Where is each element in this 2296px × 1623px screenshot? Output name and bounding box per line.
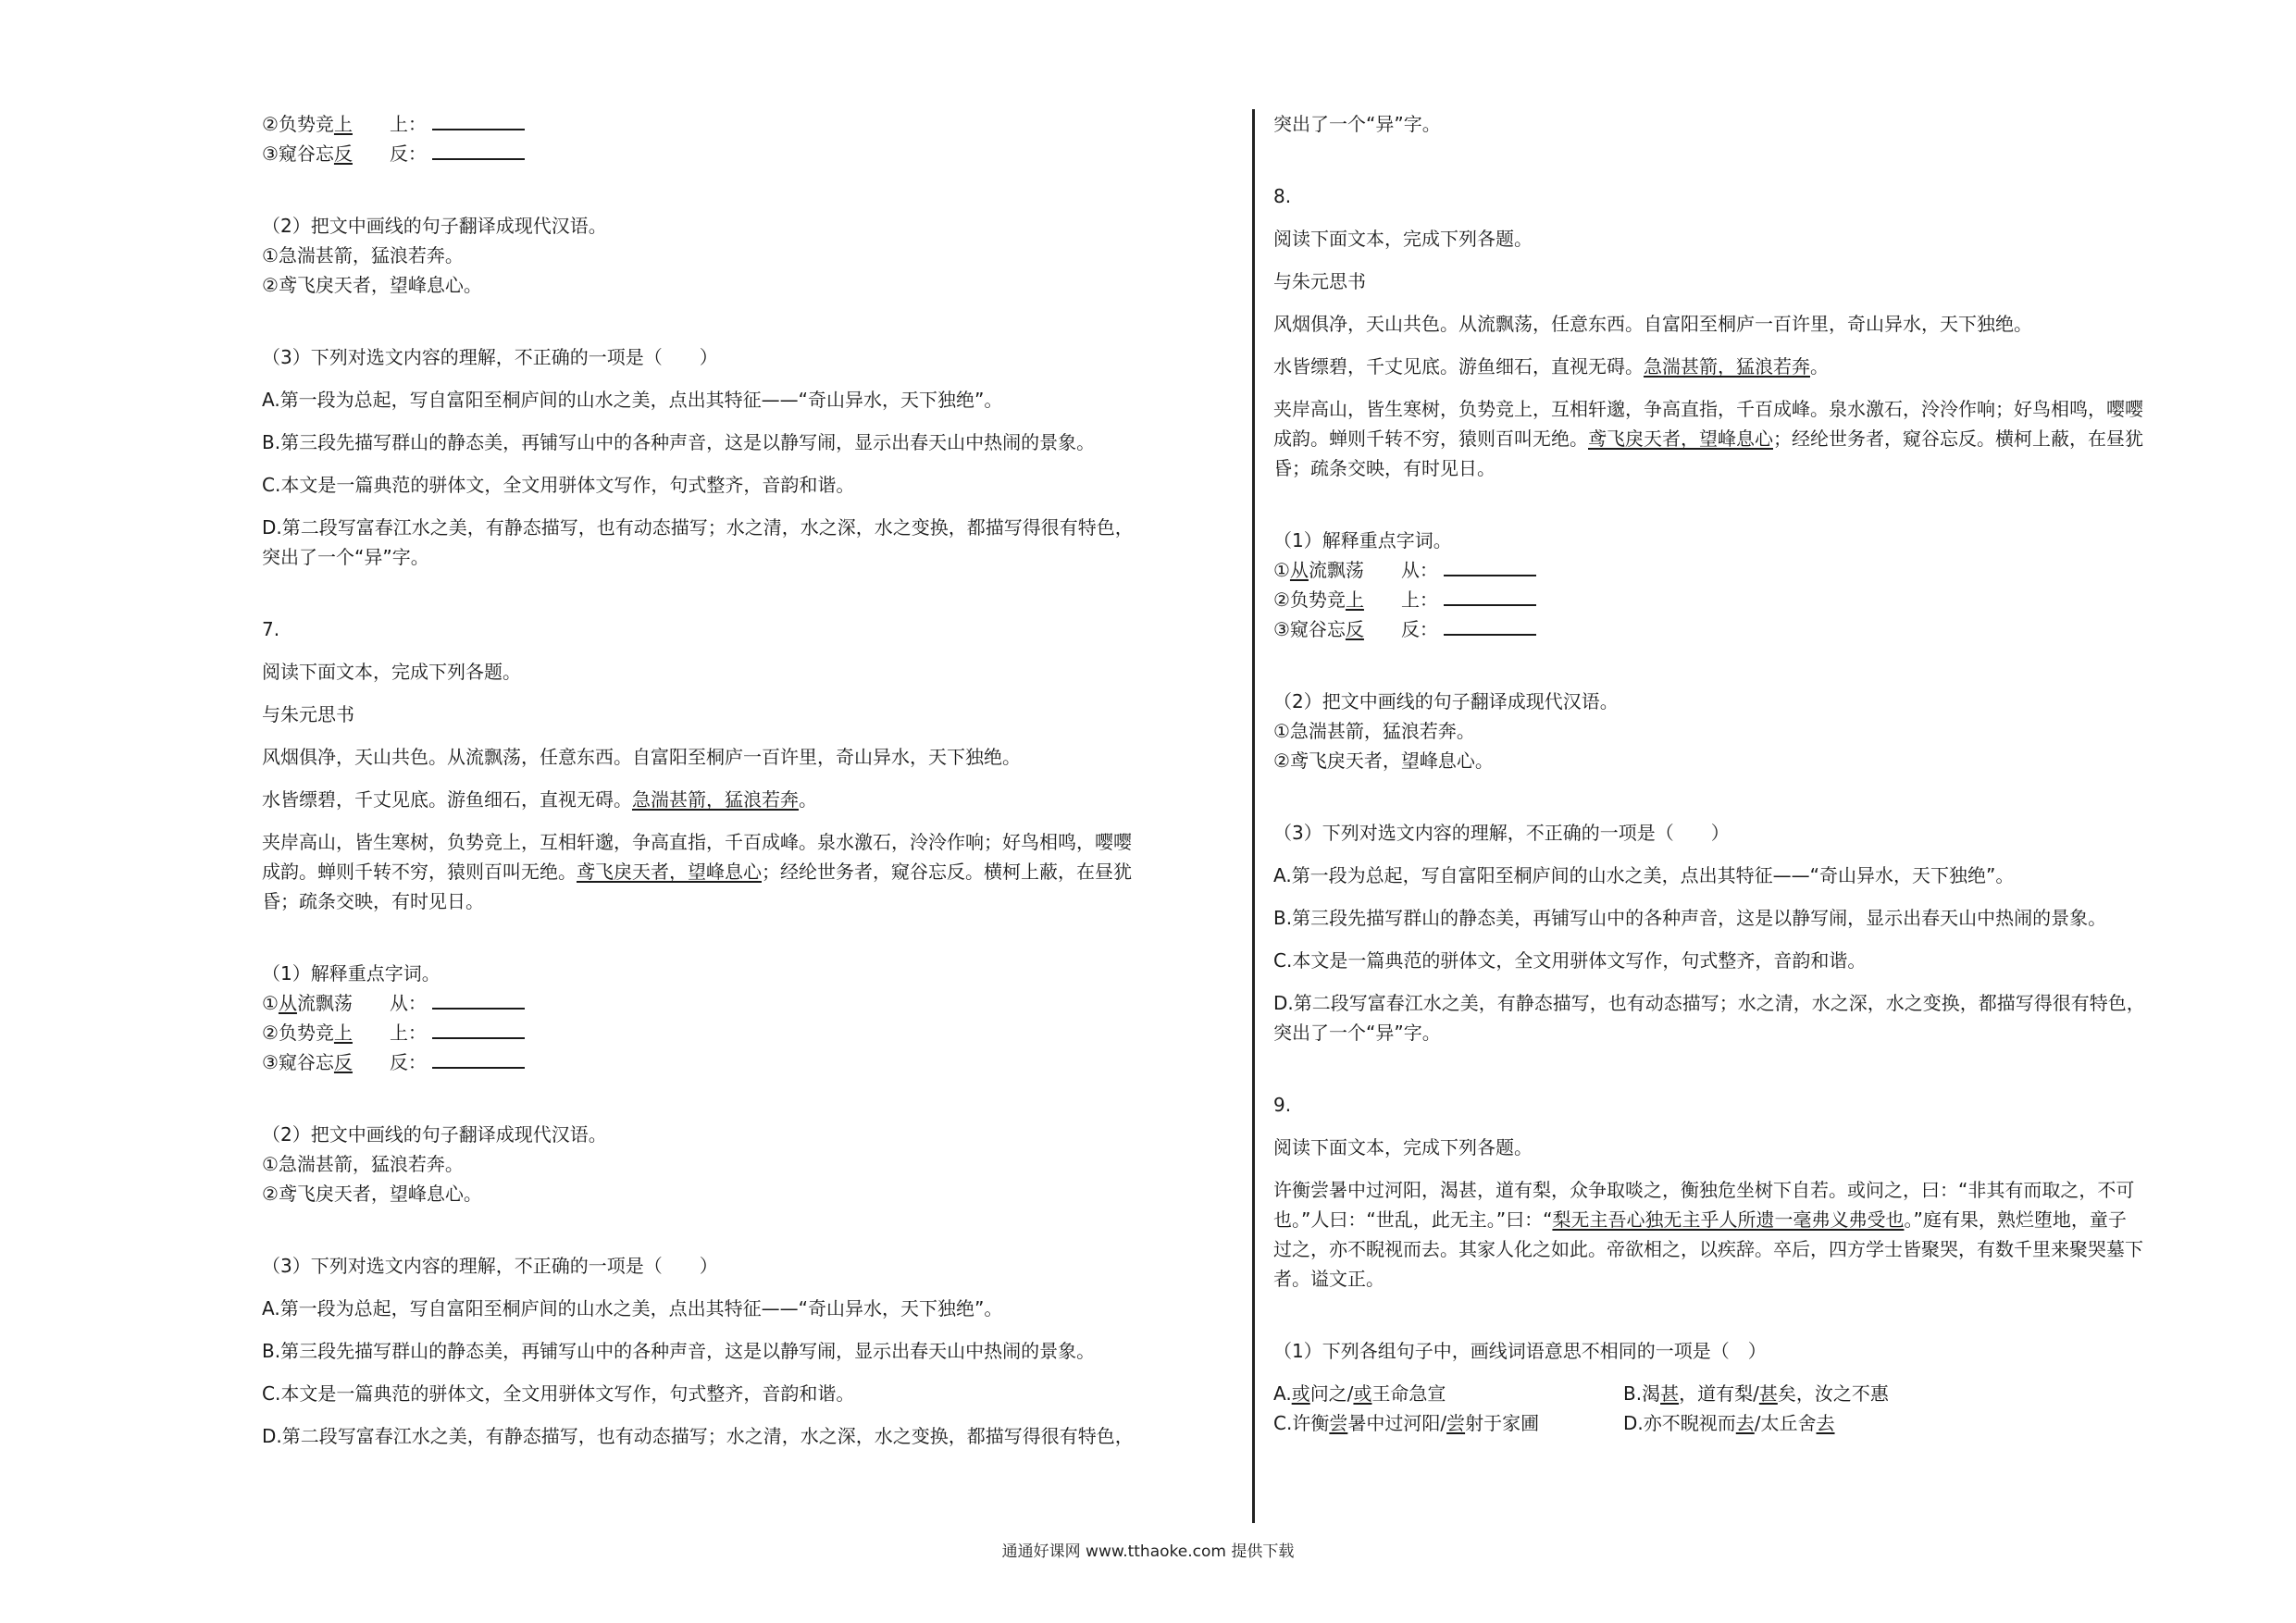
left-column — [262, 109, 1234, 1451]
passage-paragraph: 夹岸高山，皆生寒树，负势竞上，互相轩邈，争高直指，千百成峰。泉水激石，泠泠作响；好鸟相鸣，嘤嘤 — [1273, 398, 2143, 420]
passage-paragraph: 夹岸高山，皆生寒树，负势竞上，互相轩邈，争高直指，千百成峰。泉水激石，泠泠作响；好鸟相鸣，嘤嘤 — [262, 831, 1132, 853]
option-d-cont: 突出了一个“异”字。 — [1273, 113, 1441, 135]
answer-blank[interactable] — [1444, 588, 1536, 606]
passage-paragraph: 风烟俱净，天山共色。从流飘荡，任意东西。自富阳至桐庐一百许里，奇山异水，天下独绝。 — [262, 746, 1021, 768]
passage-paragraph: 许衡尝暑中过河阳，渴甚，道有梨，众争取啖之，衡独危坐树下自若。或问之，曰：“非其有而取之，不可 — [1273, 1179, 2135, 1201]
right-column — [1273, 109, 2254, 1438]
answer-blank[interactable] — [1444, 617, 1536, 636]
question-intro: 阅读下面文本，完成下列各题。 — [1273, 1136, 1533, 1158]
sentence-item: ②鸢飞戾天者，望峰息心。 — [262, 1183, 482, 1205]
option-row — [1273, 1379, 2254, 1408]
answer-blank[interactable] — [432, 1050, 525, 1069]
vocab-item: ②负势竞上 上： — [262, 1018, 1234, 1047]
question-title: （2）把文中画线的句子翻译成现代汉语。 — [262, 215, 607, 237]
passage-paragraph-cont: 昏；疏条交映，有时见日。 — [1273, 457, 1496, 479]
answer-blank[interactable] — [432, 142, 525, 160]
question-title: （3）下列对选文内容的理解，不正确的一项是（ ） — [1273, 822, 1730, 844]
vocab-item: ②负势竞上 上： — [262, 109, 1234, 139]
passage-paragraph-cont: 成韵。蝉则千转不穷，猿则百叫无绝。鸢飞戾天者，望峰息心；经纶世务者，窥谷忘反。横柯上蔽，在昼犹 — [262, 861, 1132, 883]
option-d: D.第二段写富春江水之美，有静态描写，也有动态描写；水之清，水之深，水之变换，都描写得很有特色， — [1273, 992, 2145, 1014]
passage-paragraph: 水皆缥碧，千丈见底。游鱼细石，直视无碍。急湍甚箭，猛浪若奔。 — [262, 788, 817, 811]
answer-blank[interactable] — [432, 112, 525, 130]
answer-blank[interactable] — [432, 1021, 525, 1039]
question-title: （3）下列对选文内容的理解，不正确的一项是（ ） — [262, 1255, 718, 1277]
question-number: 7. — [262, 618, 280, 640]
question-number: 8. — [1273, 185, 1292, 207]
passage-paragraph-cont: 昏；疏条交映，有时见日。 — [262, 890, 484, 912]
option-d-cont: 突出了一个“异”字。 — [262, 546, 429, 568]
passage-title: 与朱元思书 — [262, 703, 354, 725]
option-d-cont: 突出了一个“异”字。 — [1273, 1022, 1441, 1044]
option-row — [1273, 1408, 2254, 1438]
vocab-item: ③窥谷忘反 反： — [262, 139, 1234, 168]
option-b: B.第三段先描写群山的静态美，再铺写山中的各种声音，这是以静写闹，显示出春天山中热闹的景象。 — [1273, 907, 2107, 929]
option-c: C.本文是一篇典范的骈体文，全文用骈体文写作，句式整齐，音韵和谐。 — [1273, 949, 1867, 972]
option-c: C.本文是一篇典范的骈体文，全文用骈体文写作，句式整齐，音韵和谐。 — [262, 1382, 855, 1405]
vocab-item: ①从流飘荡 从： — [262, 988, 1234, 1018]
vocab-item: ②负势竞上 上： — [1273, 585, 2254, 614]
answer-blank[interactable] — [432, 991, 525, 1010]
option-d: D.第二段写富春江水之美，有静态描写，也有动态描写；水之清，水之深，水之变换，都描写得很有特色， — [262, 1425, 1134, 1447]
answer-blank[interactable] — [1444, 558, 1536, 576]
vocab-item: ①从流飘荡 从： — [1273, 555, 2254, 585]
sentence-item: ①急湍甚箭，猛浪若奔。 — [262, 1153, 464, 1175]
passage-paragraph-cont: 也。”人曰：“世乱，此无主。”曰：“梨无主吾心独无主乎人所遗一毫弗义弗受也。”庭有果，熟烂堕地，童子 — [1273, 1208, 2127, 1231]
passage-paragraph: 水皆缥碧，千丈见底。游鱼细石，直视无碍。急湍甚箭，猛浪若奔。 — [1273, 355, 1829, 378]
passage-paragraph-cont: 过之，亦不睨视而去。其家人化之如此。帝欲相之，以疾辞。卒后，四方学士皆聚哭，有数千里来聚哭墓下 — [1273, 1238, 2143, 1260]
question-title: （1）下列各组句子中，画线词语意思不相同的一项是（ ） — [1273, 1340, 1767, 1362]
question-title: （2）把文中画线的句子翻译成现代汉语。 — [1273, 690, 1619, 712]
option-a: A.第一段为总起，写自富阳至桐庐间的山水之美，点出其特征——“奇山异水，天下独绝”。 — [262, 1297, 1003, 1319]
vocab-item: ③窥谷忘反 反： — [1273, 614, 2254, 644]
sentence-item: ①急湍甚箭，猛浪若奔。 — [1273, 720, 1475, 742]
sentence-item: ①急湍甚箭，猛浪若奔。 — [262, 244, 464, 266]
question-intro: 阅读下面文本，完成下列各题。 — [262, 661, 521, 683]
option-b: B.渴甚，道有梨/甚矣，汝之不惠 — [1623, 1382, 1889, 1405]
option-a: A.第一段为总起，写自富阳至桐庐间的山水之美，点出其特征——“奇山异水，天下独绝”。 — [262, 389, 1003, 411]
passage-paragraph-cont: 者。谥文正。 — [1273, 1268, 1384, 1290]
question-intro: 阅读下面文本，完成下列各题。 — [1273, 228, 1533, 250]
sentence-item: ②鸢飞戾天者，望峰息心。 — [262, 274, 482, 296]
option-c: C.本文是一篇典范的骈体文，全文用骈体文写作，句式整齐，音韵和谐。 — [262, 474, 855, 496]
passage-title: 与朱元思书 — [1273, 270, 1366, 292]
option-c: C.许衡尝暑中过河阳/尝射于家圃 — [1273, 1412, 1540, 1434]
option-b: B.第三段先描写群山的静态美，再铺写山中的各种声音，这是以静写闹，显示出春天山中热闹的景象。 — [262, 431, 1096, 453]
question-title: （2）把文中画线的句子翻译成现代汉语。 — [262, 1123, 607, 1146]
option-d: D.第二段写富春江水之美，有静态描写，也有动态描写；水之清，水之深，水之变换，都描写得很有特色， — [262, 516, 1134, 539]
option-a: A.第一段为总起，写自富阳至桐庐间的山水之美，点出其特征——“奇山异水，天下独绝”。 — [1273, 864, 2015, 886]
question-title: （1）解释重点字词。 — [262, 962, 441, 985]
option-b: B.第三段先描写群山的静态美，再铺写山中的各种声音，这是以静写闹，显示出春天山中热闹的景象。 — [262, 1340, 1096, 1362]
question-title: （1）解释重点字词。 — [1273, 529, 1452, 551]
column-divider — [1252, 109, 1255, 1523]
passage-paragraph-cont: 成韵。蝉则千转不穷，猿则百叫无绝。鸢飞戾天者，望峰息心；经纶世务者，窥谷忘反。横柯上蔽，在昼犹 — [1273, 427, 2143, 450]
passage-paragraph: 风烟俱净，天山共色。从流飘荡，任意东西。自富阳至桐庐一百许里，奇山异水，天下独绝。 — [1273, 313, 2032, 335]
question-title: （3）下列对选文内容的理解，不正确的一项是（ ） — [262, 346, 718, 368]
page-footer: 通通好课网 www.tthaoke.com 提供下载 — [1001, 1542, 1295, 1561]
option-d: D.亦不睨视而去/太丘舍去 — [1623, 1412, 1835, 1434]
option-a: A.或问之/或王命急宣 — [1273, 1382, 1446, 1405]
sentence-item: ②鸢飞戾天者，望峰息心。 — [1273, 750, 1494, 772]
question-number: 9. — [1273, 1094, 1292, 1116]
vocab-item: ③窥谷忘反 反： — [262, 1047, 1234, 1077]
